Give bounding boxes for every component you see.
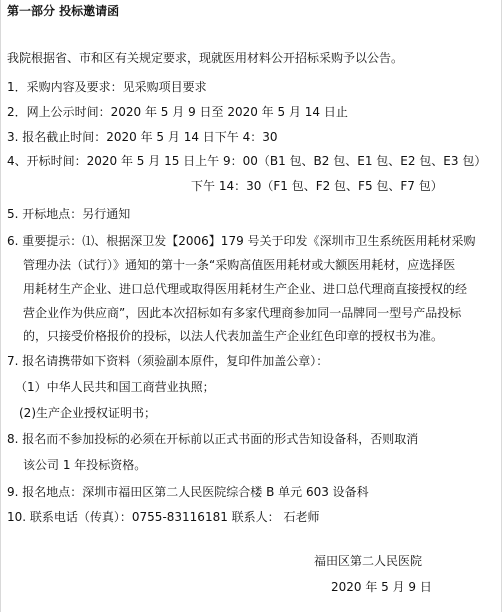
- item-10: 10. 联系电话（传真）：0755-83116181 联系人： 石老师: [7, 510, 320, 524]
- item-7: 7. 报名请携带如下资料（须验副本原件，复印件加盖公章）：: [7, 354, 329, 368]
- page-title: 第一部分 投标邀请函: [7, 4, 120, 18]
- item-7-sub-2: (2)生产企业授权证明书；: [19, 406, 156, 420]
- item-6-line-2: 管理办法（试行）》通知的第十一条“采购高值医用耗材或大额医用耗材，应选择医: [23, 258, 456, 272]
- item-6-line-4: 营企业作为供应商”，因此本次招标如有多家代理商参加同一品牌同一型号产品投标: [23, 306, 462, 320]
- item-6-line-1: 6. 重要提示：⑴、根据深卫发【2006】179 号关于印发《深圳市卫生系统医用耗材采购: [7, 234, 476, 248]
- item-5: 5. 开标地点：另行通知: [7, 207, 131, 221]
- item-8-line-1: 8. 报名而不参加投标的必须在开标前以正式书面的形式告知设备科，否则取消: [7, 432, 419, 446]
- item-8-line-2: 该公司 1 年投标资格。: [23, 458, 147, 472]
- item-6-line-3: 用耗材生产企业、进口总代理或取得医用耗材生产企业、进口总代理商直接授权的经: [23, 282, 468, 296]
- item-7-sub-1: （1）中华人民共和国工商营业执照；: [15, 380, 215, 394]
- item-9: 9. 报名地点：深圳市福田区第二人民医院综合楼 B 单元 603 设备科: [7, 485, 369, 499]
- signature-date: 2020 年 5 月 9 日: [331, 580, 432, 594]
- intro-paragraph: 我院根据省、市和区有关规定要求，现就医用材料公开招标采购予以公告。: [7, 51, 404, 65]
- item-6-line-5: 的，只接受价格报价的投标，以法人代表加盖生产企业红色印章的授权书为准。: [23, 329, 444, 343]
- item-3: 3. 报名截止时间：2020 年 5 月 14 日下午 4：30: [7, 130, 278, 144]
- signature-org: 福田区第二人民医院: [314, 554, 423, 568]
- item-4: 4、开标时间：2020 年 5 月 15 日上午 9：00（B1 包、B2 包、E1 包、E2 包、E3 包）: [7, 154, 487, 168]
- item-4-continued: 下午 14：30（F1 包、F2 包、F5 包、F7 包）: [191, 179, 443, 193]
- item-2: 2．网上公示时间：2020 年 5 月 9 日至 2020 年 5 月 14 日止: [7, 105, 348, 119]
- item-1: 1．采购内容及要求：见采购项目要求: [7, 80, 207, 94]
- document-page: [1, 0, 501, 612]
